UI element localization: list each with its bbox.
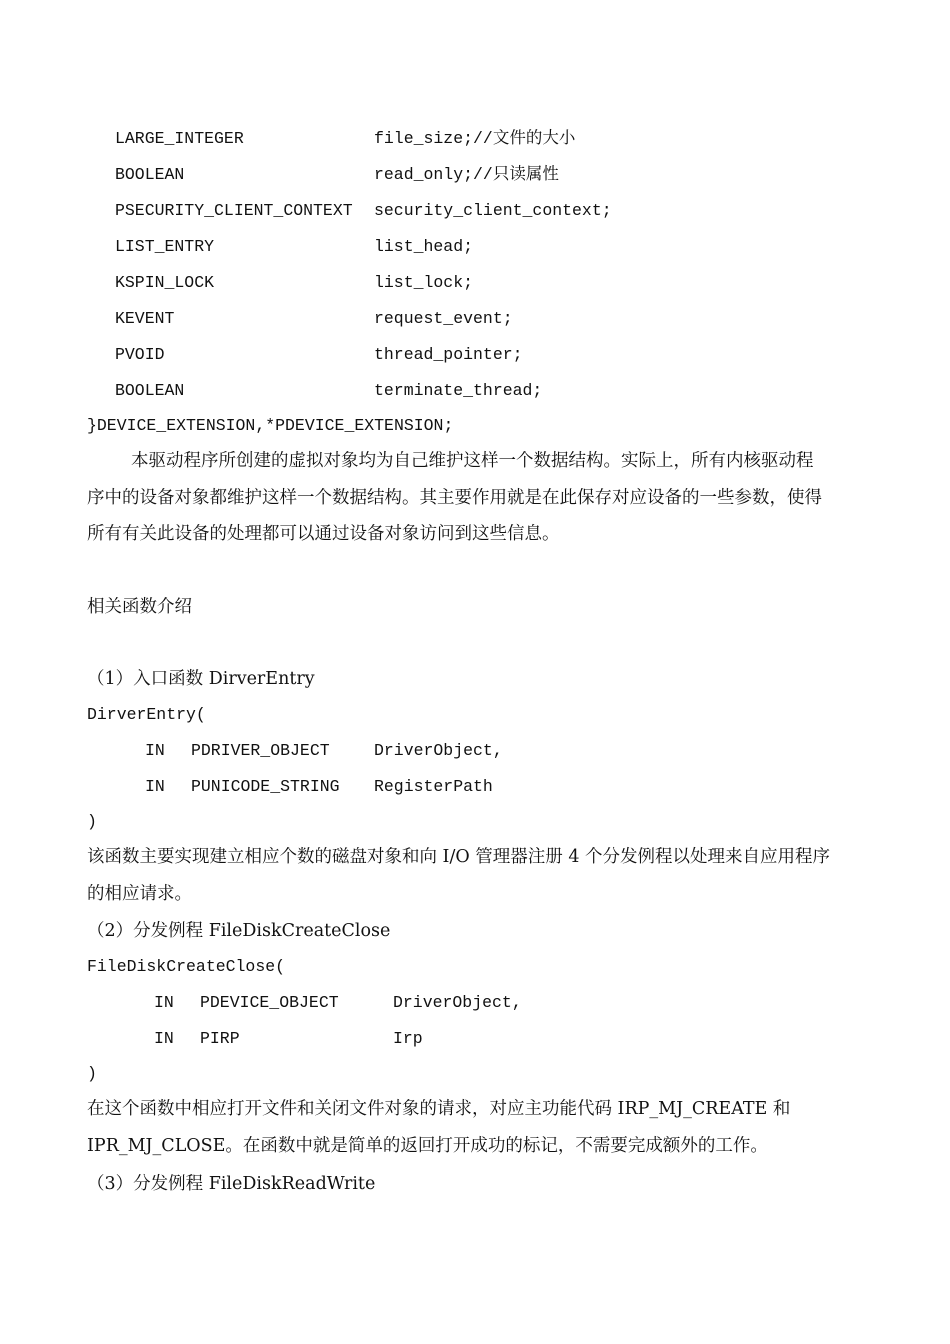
param-dir: IN <box>154 1029 174 1048</box>
param-dir: IN <box>145 777 165 796</box>
struct-field-name: request_event; <box>374 309 513 328</box>
param-dir: IN <box>154 993 174 1012</box>
paragraph-line: IPR_MJ_CLOSE。在函数中就是简单的返回打开成功的标记，不需要完成额外的工作。 <box>87 1135 768 1156</box>
func2-signature: FileDiskCreateClose( <box>87 957 286 976</box>
func1-heading: （1）入口函数 DirverEntry <box>87 669 315 689</box>
func3-heading: （3）分发例程 FileDiskReadWrite <box>87 1174 376 1194</box>
struct-field-name: thread_pointer; <box>374 345 523 364</box>
struct-field-type: PSECURITY_CLIENT_CONTEXT <box>115 201 353 220</box>
param-type: PDRIVER_OBJECT <box>191 741 330 760</box>
struct-field-type: BOOLEAN <box>115 165 185 184</box>
struct-field-name: security_client_context; <box>374 201 612 220</box>
struct-field-name: list_head; <box>374 237 474 256</box>
intro-paragraph <box>87 443 892 553</box>
struct-field-name: file_size;//文件的大小 <box>374 129 576 148</box>
func2-close: ) <box>87 1064 97 1083</box>
struct-field-type: LARGE_INTEGER <box>115 129 244 148</box>
struct-field-name: list_lock; <box>374 273 474 292</box>
param-name: DriverObject, <box>393 993 522 1012</box>
section-heading: 相关函数介绍 <box>87 597 192 617</box>
struct-field-type: KSPIN_LOCK <box>115 273 215 292</box>
param-name: DriverObject, <box>374 741 503 760</box>
func1-close: ) <box>87 812 97 831</box>
param-type: PDEVICE_OBJECT <box>200 993 339 1012</box>
paragraph-line: 所有有关此设备的处理都可以通过设备对象访问到这些信息。 <box>87 524 560 544</box>
paragraph-line: 在这个函数中相应打开文件和关闭文件对象的请求，对应主功能代码 IRP_MJ_CREATE 和 <box>87 1099 791 1119</box>
param-dir: IN <box>145 741 165 760</box>
func2-description <box>87 1091 892 1164</box>
param-type: PIRP <box>200 1029 240 1048</box>
struct-field-type: BOOLEAN <box>115 381 185 400</box>
struct-field-name: read_only;//只读属性 <box>374 165 559 184</box>
struct-field-type: KEVENT <box>115 309 175 328</box>
struct-field-type: LIST_ENTRY <box>115 237 215 256</box>
param-type: PUNICODE_STRING <box>191 777 340 796</box>
param-name: RegisterPath <box>374 777 493 796</box>
func1-description <box>87 839 892 912</box>
func2-heading: （2）分发例程 FileDiskCreateClose <box>87 921 391 941</box>
struct-field-type: PVOID <box>115 345 165 364</box>
paragraph-line: 序中的设备对象都维护这样一个数据结构。其主要作用就是在此保存对应设备的一些参数，使得 <box>87 487 822 508</box>
struct-close: }DEVICE_EXTENSION,*PDEVICE_EXTENSION; <box>87 416 454 435</box>
paragraph-line: 的相应请求。 <box>87 883 192 904</box>
param-name: Irp <box>393 1029 423 1048</box>
paragraph-line: 该函数主要实现建立相应个数的磁盘对象和向 I/O 管理器注册 4 个分发例程以处理来自应用程序 <box>87 847 831 867</box>
paragraph-line: 本驱动程序所创建的虚拟对象均为自己维护这样一个数据结构。实际上，所有内核驱动程 <box>131 451 814 471</box>
func1-signature: DirverEntry( <box>87 705 206 724</box>
struct-field-name: terminate_thread; <box>374 381 543 400</box>
